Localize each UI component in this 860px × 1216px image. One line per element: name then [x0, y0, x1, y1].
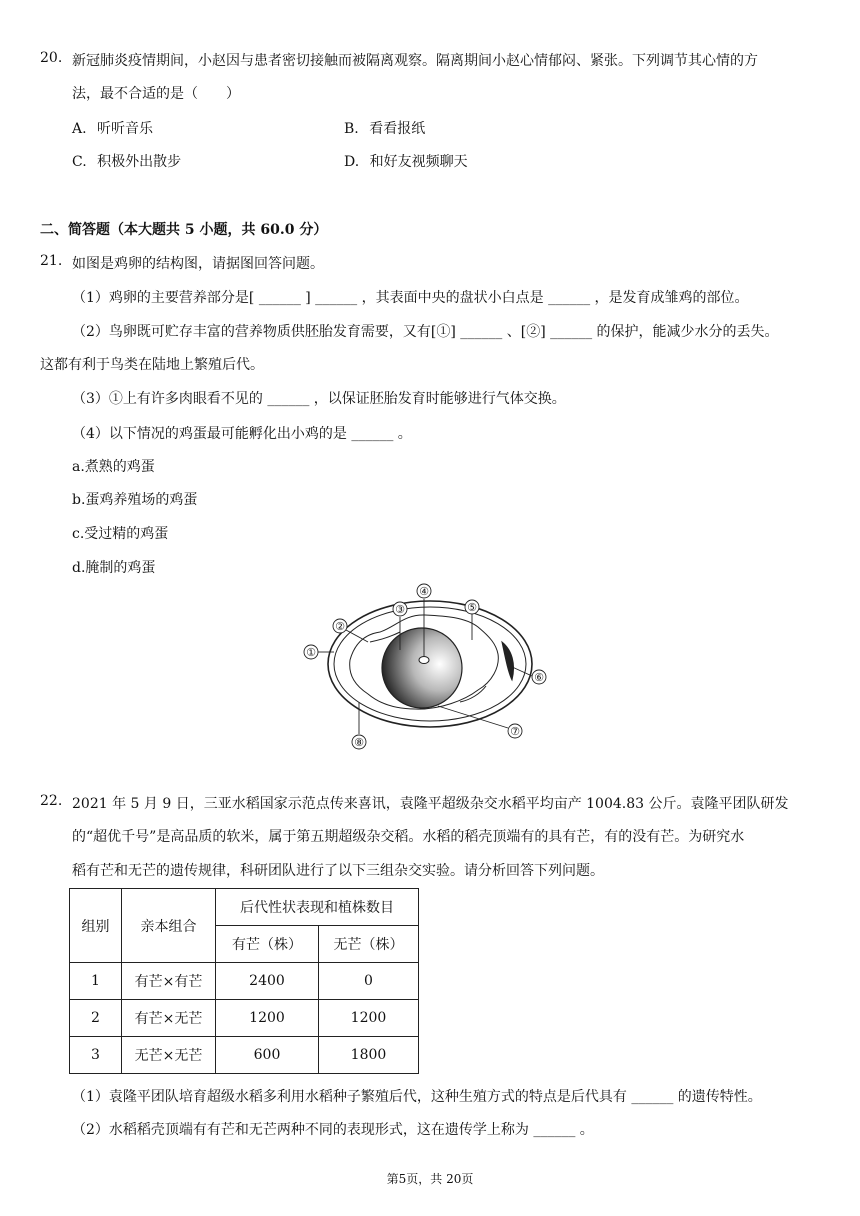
cell-awnless: 1800 [319, 1037, 419, 1074]
crossing-results-table [69, 888, 419, 1074]
header-offspring: 后代性状表现和植株数目 [216, 889, 419, 926]
table-row [70, 1000, 419, 1037]
q20-option-d [344, 151, 468, 171]
q20-stem-line2: 法，最不合适的是（ ） [72, 86, 240, 102]
q22-part1: （1）袁隆平团队培育超级水稻多利用水稻种子繁殖后代，这种生殖方式的特点是后代具有 ______ 的遗传特性。 [72, 1089, 762, 1105]
label-7: ⑦ [510, 725, 520, 738]
table-row [70, 1037, 419, 1074]
cell-parents: 无芒×无芒 [122, 1037, 216, 1074]
header-awnless: 无芒（株） [319, 926, 419, 963]
q21-choice-a: a.煮熟的鸡蛋 [72, 459, 155, 475]
q20-option-a [72, 118, 153, 138]
q21-part2-line1: （2）鸟卵既可贮存丰富的营养物质供胚胎发育需要，又有[①] ______ 、[②] ______ 的保护，能减少水分的丢失。 [72, 324, 779, 340]
section-heading: 二、简答题（本大题共 5 小题，共 60.0 分） [40, 222, 328, 238]
header-parents: 亲本组合 [122, 889, 216, 963]
q22-part2: （2）水稻稻壳顶端有有芒和无芒两种不同的表现形式，这在遗传学上称为 ______ 。 [72, 1122, 594, 1138]
label-8: ⑧ [354, 736, 364, 749]
q21-part4: （4）以下情况的鸡蛋最可能孵化出小鸡的是 ______ 。 [72, 426, 412, 442]
q21-part2-line2: 这都有利于鸟类在陆地上繁殖后代。 [40, 357, 264, 373]
label-6: ⑥ [534, 671, 544, 684]
q20-option-b [344, 118, 425, 138]
q22-stem-line2: 的“超优千号”是高品质的软米，属于第五期超级杂交稻。水稻的稻壳顶端有的具有芒，有的没有芒。为研究水 [72, 829, 745, 845]
cell-parents: 有芒×无芒 [122, 1000, 216, 1037]
page-footer: 第5页，共 20页 [386, 1172, 474, 1186]
cell-awned: 600 [216, 1037, 319, 1074]
q21-part3: （3）①上有许多肉眼看不见的 ______ ，以保证胚胎发育时能够进行气体交换。 [72, 391, 566, 407]
option-letter: D. [344, 154, 360, 170]
q21-part1: （1）鸡卵的主要营养部分是[ ______ ] ______ ，其表面中央的盘状小白点是 ______ ，是发育成雏鸡的部位。 [72, 290, 749, 306]
table-row [70, 963, 419, 1000]
q22-stem-line3: 稻有芒和无芒的遗传规律，科研团队进行了以下三组杂交实验。请分析回答下列问题。 [72, 863, 604, 879]
germinal-disc [419, 657, 429, 664]
header-group: 组别 [70, 889, 122, 963]
q20-option-c [72, 151, 181, 171]
q20-stem-line1: 新冠肺炎疫情期间，小赵因与患者密切接触而被隔离观察。隔离期间小赵心情郁闷、紧张。下列调节其心情的方 [72, 53, 758, 69]
q21-choice-b: b.蛋鸡养殖场的鸡蛋 [72, 492, 198, 508]
option-text: 积极外出散步 [97, 154, 182, 170]
label-1: ① [306, 646, 316, 659]
option-letter: A. [72, 121, 87, 137]
egg-structure-diagram [300, 582, 560, 752]
q21-number: 21. [40, 253, 63, 269]
cell-group: 3 [70, 1037, 122, 1074]
cell-group: 1 [70, 963, 122, 1000]
cell-parents: 有芒×有芒 [122, 963, 216, 1000]
header-awned: 有芒（株） [216, 926, 319, 963]
option-text: 和好友视频聊天 [369, 154, 468, 170]
label-5: ⑤ [467, 601, 477, 614]
cell-awnless: 1200 [319, 1000, 419, 1037]
q21-choice-d: d.腌制的鸡蛋 [72, 560, 156, 576]
option-text: 看看报纸 [369, 121, 426, 137]
yolk [382, 628, 462, 708]
label-2: ② [335, 620, 345, 633]
option-letter: B. [344, 121, 359, 137]
q22-stem-line1: 2021 年 5 月 9 日，三亚水稻国家示范点传来喜讯，袁隆平超级杂交水稻平均亩产 1004.83 公斤。袁隆平团队研发 [72, 796, 789, 812]
q21-choice-c: c.受过精的鸡蛋 [72, 526, 169, 542]
label-3: ③ [395, 603, 405, 616]
label-4: ④ [419, 585, 429, 598]
q22-number: 22. [40, 793, 63, 809]
cell-awned: 2400 [216, 963, 319, 1000]
q20-number: 20. [40, 50, 63, 66]
option-letter: C. [72, 154, 87, 170]
cell-group: 2 [70, 1000, 122, 1037]
option-text: 听听音乐 [97, 121, 154, 137]
cell-awned: 1200 [216, 1000, 319, 1037]
q21-intro: 如图是鸡卵的结构图，请据图回答问题。 [72, 256, 324, 272]
cell-awnless: 0 [319, 963, 419, 1000]
